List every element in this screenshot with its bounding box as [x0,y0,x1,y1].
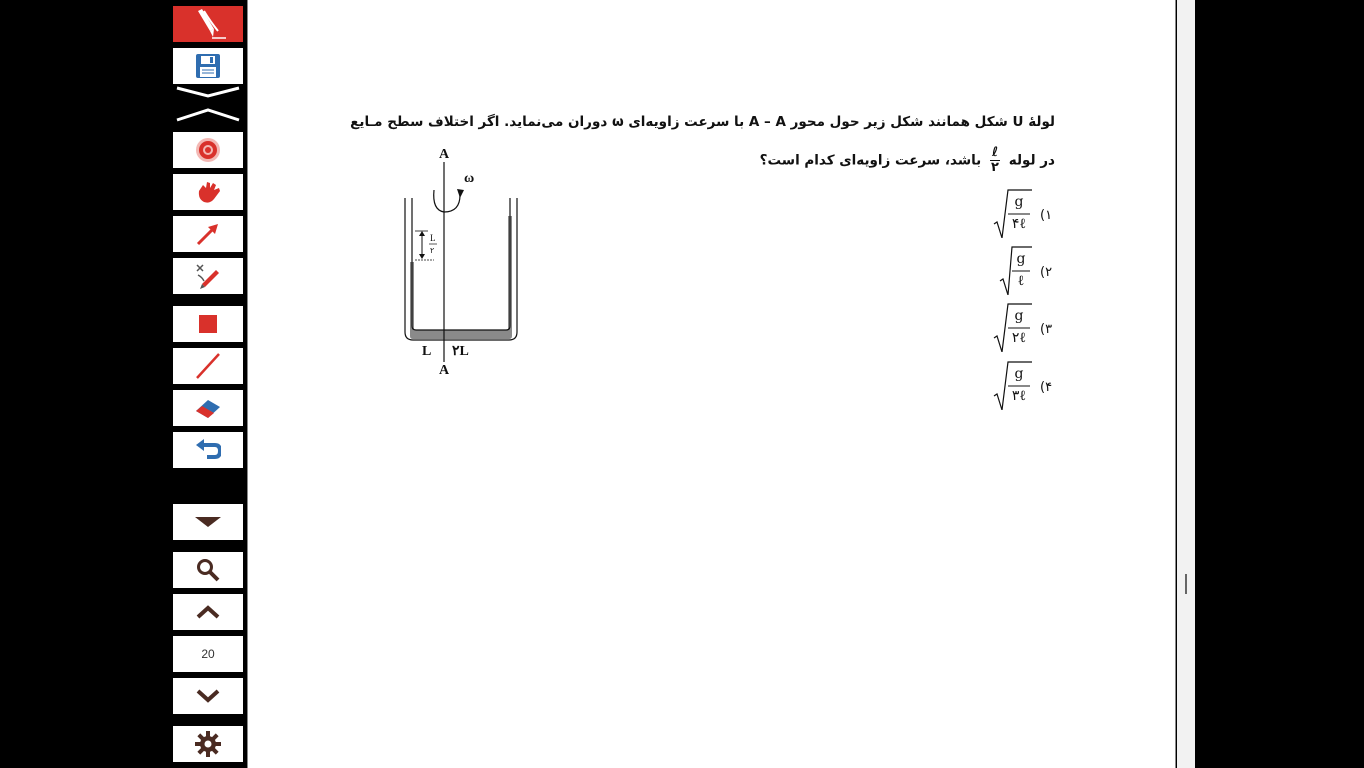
option-4[interactable] [992,360,1082,408]
option-denominator: ۴ℓ [1011,216,1027,232]
record-button[interactable] [173,132,243,168]
caret-down-icon [194,516,222,528]
chevron-up-icon [196,605,220,619]
zoom-button[interactable] [173,552,243,588]
settings-button[interactable] [173,726,243,762]
option-numerator: g [1014,366,1024,382]
option-1[interactable] [992,188,1082,236]
width-label-left: L [422,344,432,359]
option-numerator: g [1016,251,1026,267]
line-icon [195,352,221,380]
arrow-icon [195,221,221,247]
eraser-icon [194,397,222,419]
chevron-down-icon [196,689,220,703]
option-3[interactable] [992,302,1082,350]
magnifier-icon [196,558,220,582]
page-number: 20 [201,647,215,661]
fraction [990,146,1000,175]
pencil-tool-button[interactable] [173,258,243,294]
vertical-scrollbar[interactable] [1177,0,1195,768]
annotation-toolbar [173,0,244,768]
option-denominator: ۲ℓ [1011,330,1027,346]
rectangle-tool-button[interactable] [173,306,243,342]
height-label-num: L [430,233,436,243]
menu-button[interactable] [173,504,243,540]
arrow-tool-button[interactable] [173,216,243,252]
question-line-1: لولهٔ U شکل همانند شکل زیر حول محور A – A با سرعت زاویه‌ای ω دوران می‌نماید. اگر اختلاف سطح مـایع [350,114,1055,130]
collapse-toolbar-button[interactable] [173,86,243,122]
double-chevron-icon [173,107,243,126]
pen-settings-button[interactable] [173,6,243,42]
line-tool-button[interactable] [173,348,243,384]
pen-red-icon [188,7,228,41]
previous-page-button[interactable] [173,594,243,630]
option-label: (۱ [1040,208,1053,223]
option-denominator: ℓ [1017,273,1025,289]
option-label: (۴ [1040,380,1053,395]
fraction-numerator: ℓ [991,145,999,160]
option-denominator: ۳ℓ [1011,388,1027,404]
scrollbar-thumb[interactable] [1185,574,1187,594]
target-icon [195,137,221,163]
document-page [247,0,1176,768]
undo-icon [195,439,221,461]
question-line-2 [760,146,1055,175]
undo-button[interactable] [173,432,243,468]
hand-icon [194,179,222,205]
rotation-arrow-icon [434,190,460,212]
save-button[interactable] [173,48,243,84]
next-page-button[interactable] [173,678,243,714]
u-tube-diagram [388,140,548,380]
option-numerator: g [1014,308,1024,324]
gear-icon [195,731,221,757]
option-2[interactable] [998,245,1082,293]
eraser-tool-button[interactable] [173,390,243,426]
axis-label-top: A [439,147,450,162]
square-icon [198,314,218,334]
page-number-box[interactable] [173,636,243,672]
pan-button[interactable] [173,174,243,210]
width-label-right: ۲L [452,344,469,359]
pencil-icon [194,262,222,290]
height-label-den: ۲ [430,246,435,255]
axis-label-bottom: A [439,363,450,378]
question-line-2-start: در لوله [1008,152,1055,169]
question-line-2-end: باشد، سرعت زاویه‌ای کدام است؟ [759,152,982,169]
option-label: (۳ [1040,322,1053,337]
omega-label: ω [464,171,475,186]
floppy-disk-icon [195,53,221,79]
option-numerator: g [1014,194,1024,210]
option-label: (۲ [1040,265,1053,280]
fraction-denominator: ۲ [991,160,999,175]
